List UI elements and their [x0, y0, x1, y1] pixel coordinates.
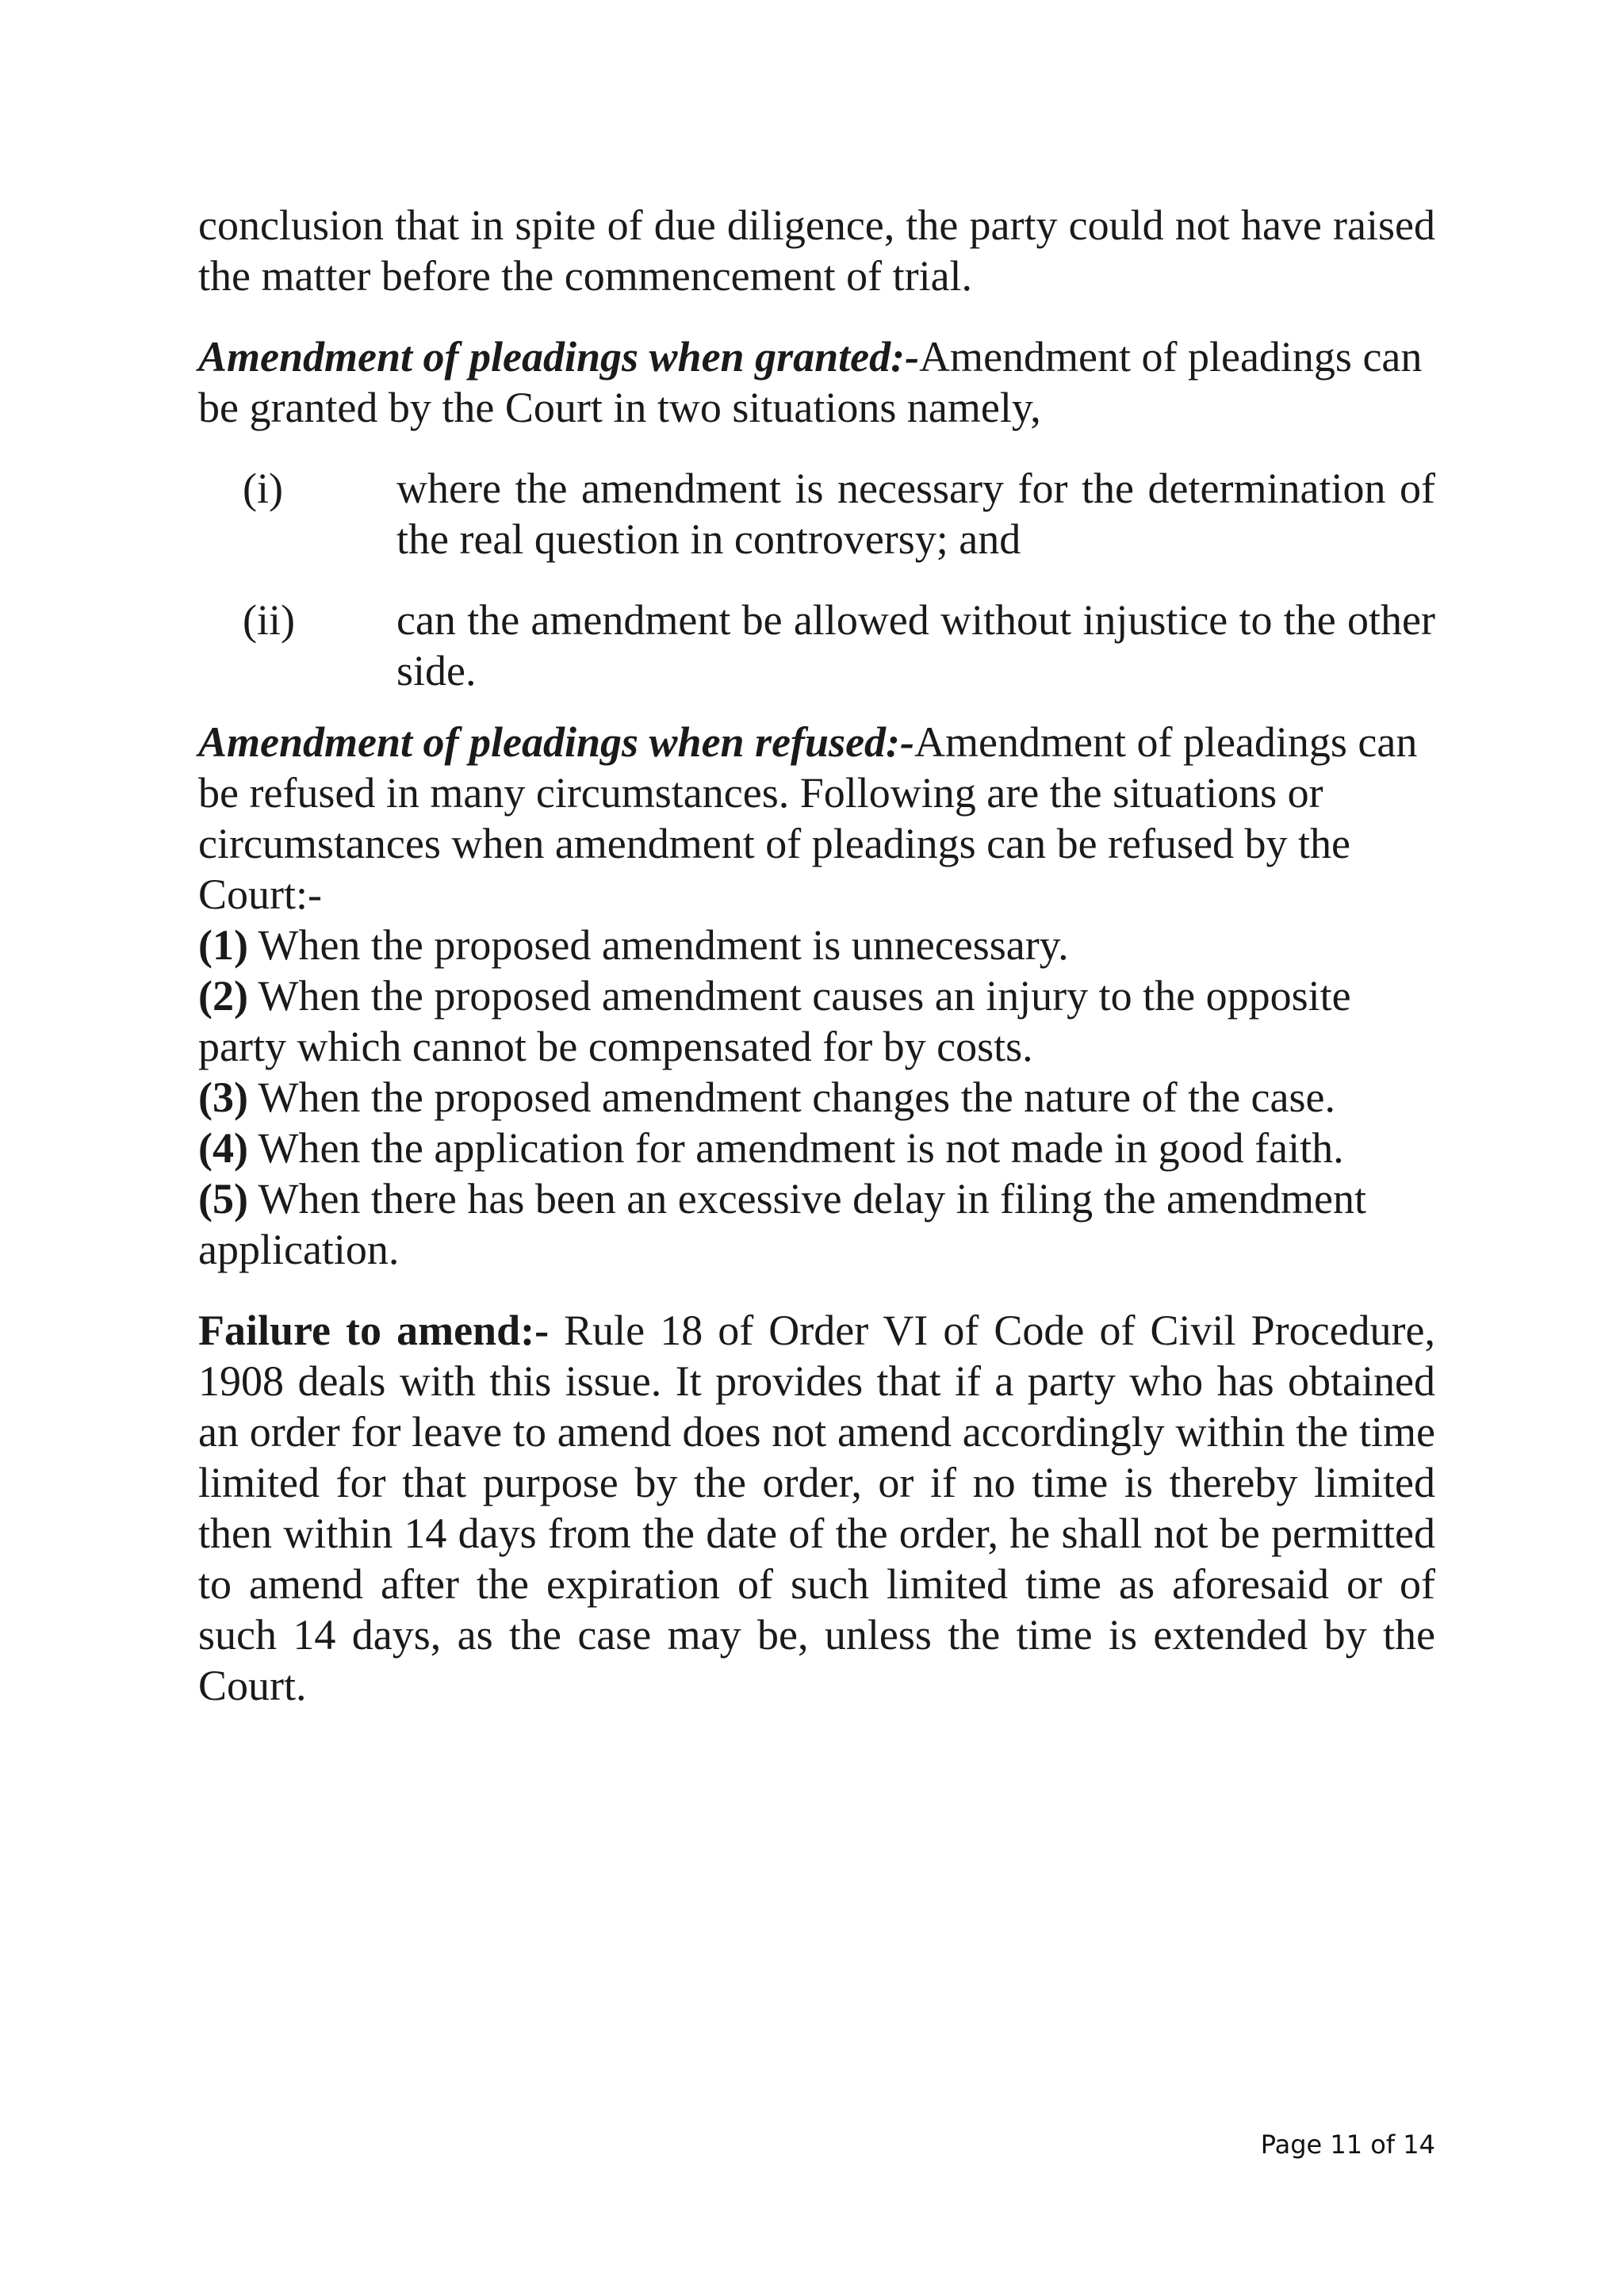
- refused-item-text: When the proposed amendment causes an injury to the opposite party which cannot be compensated for by costs.: [198, 972, 1351, 1070]
- refused-item-3: [198, 1072, 1435, 1123]
- granted-item-text: where the amendment is necessary for the determination of the real question in controversy; and: [396, 465, 1435, 563]
- granted-text: Amendment of pleadings can be granted by the Court in two situations namely,: [198, 333, 1423, 431]
- document-body: [198, 200, 1435, 1711]
- granted-paragraph: [198, 331, 1435, 433]
- granted-item-marker: (i): [243, 465, 283, 512]
- failure-heading: Failure to amend:-: [198, 1307, 550, 1354]
- granted-item-marker: (ii): [243, 596, 295, 644]
- refused-item-text: When the proposed amendment changes the nature of the case.: [247, 1073, 1335, 1121]
- refused-item-1: [198, 920, 1435, 970]
- refused-item-number: (1): [198, 921, 248, 969]
- refused-item-5: [198, 1173, 1435, 1275]
- refused-item-number: (2): [198, 972, 248, 1020]
- granted-item-2: [198, 595, 1435, 696]
- refused-item-number: (4): [198, 1124, 248, 1172]
- refused-item-text: When there has been an excessive delay in filing the amendment application.: [198, 1175, 1366, 1273]
- page-number: Page 11 of 14: [1260, 2130, 1435, 2160]
- refused-item-text: When the proposed amendment is unnecessary.: [247, 921, 1069, 969]
- granted-item-1: [198, 463, 1435, 564]
- granted-item-text: can the amendment be allowed without injustice to the other side.: [396, 596, 1435, 695]
- failure-text: Rule 18 of Order VI of Code of Civil Procedure, 1908 deals with this issue. It provides that if a party who has obtained an order for leave to amend does not amend accordingly within the time limited for that purpose by the order, or if no time is thereby limited then within 14 days from the date of the order, he shall not be permitted to amend after the expiration of such limited time as aforesaid or of such 14 days, as the case may be, unless the time is extended by the Court.: [198, 1307, 1435, 1709]
- refused-heading: Amendment of pleadings when refused:-: [198, 718, 915, 766]
- refused-item-number: (3): [198, 1073, 248, 1121]
- granted-heading: Amendment of pleadings when granted:-: [198, 333, 920, 381]
- refused-item-number: (5): [198, 1175, 248, 1223]
- refused-paragraph: [198, 717, 1435, 920]
- refused-item-2: [198, 970, 1435, 1072]
- refused-item-4: [198, 1123, 1435, 1173]
- intro-paragraph: conclusion that in spite of due diligence, the party could not have raised the matter before the commencement of trial.: [198, 201, 1435, 300]
- refused-text: Amendment of pleadings can be refused in many circumstances. Following are the situations or circumstances when amendment of pleadings can be refused by the Court:-: [198, 718, 1418, 918]
- failure-paragraph: [198, 1305, 1435, 1711]
- refused-item-text: When the application for amendment is not made in good faith.: [247, 1124, 1344, 1172]
